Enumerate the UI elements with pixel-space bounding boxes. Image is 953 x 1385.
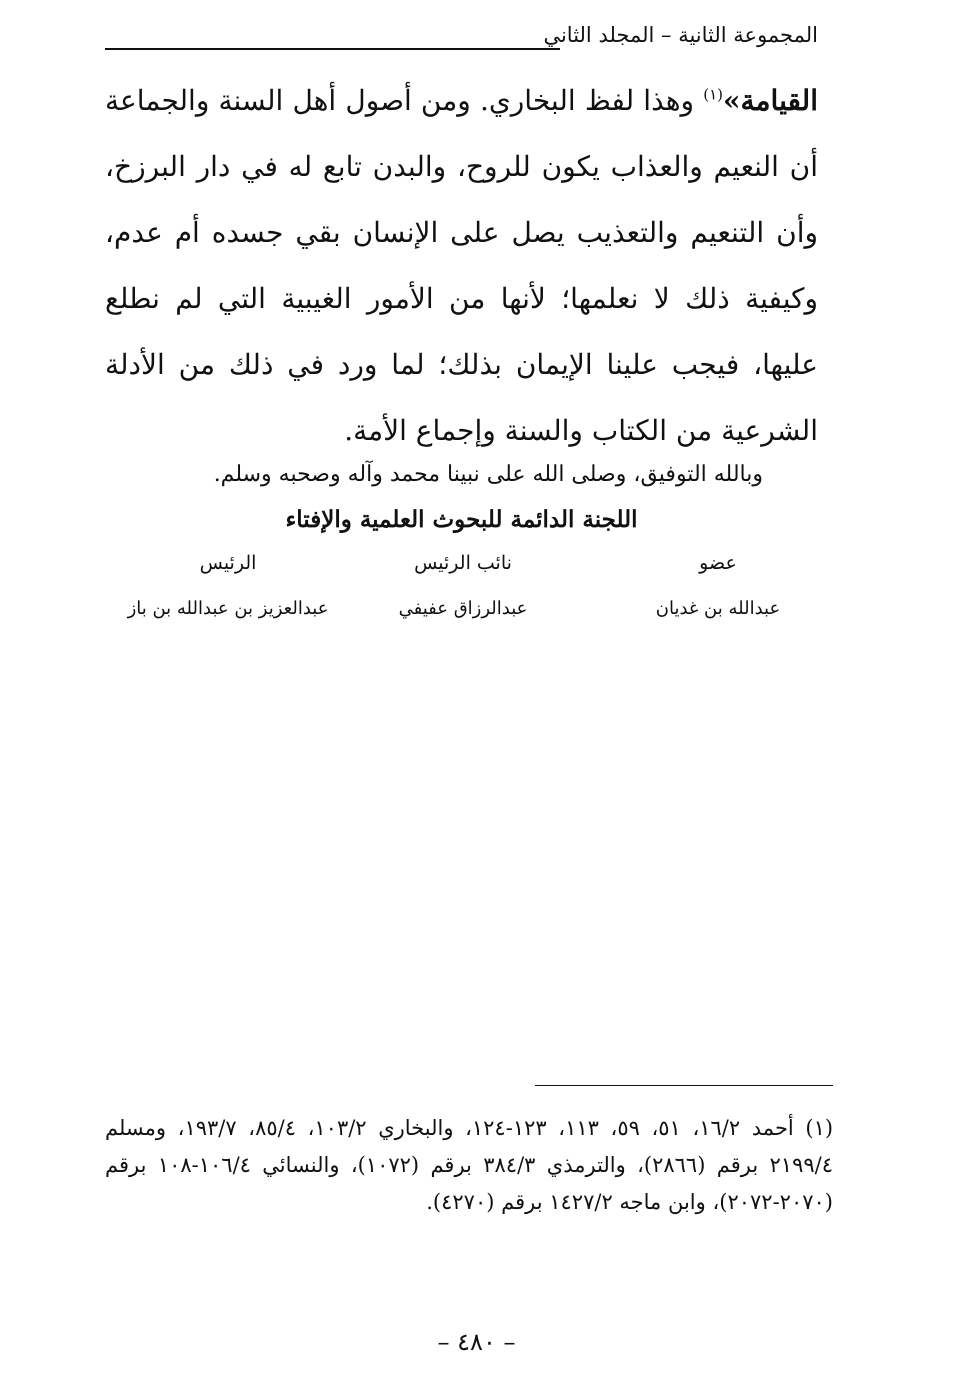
signature-deputy — [338, 548, 588, 624]
signature-role: نائب الرئيس — [414, 552, 512, 574]
signature-role: عضو — [699, 552, 737, 574]
header-rule — [105, 48, 560, 50]
signature-role: الرئيس — [199, 552, 257, 574]
main-text — [105, 68, 818, 464]
signature-name: عبدالرزاق عفيفي — [398, 598, 528, 619]
paragraph-text: وهذا لفظ البخاري. ومن أصول أهل السنة والجماعة أن النعيم والعذاب يكون للروح، والبدن تابع له في دار البرزخ، وأن التنعيم والتعذيب يصل على الإنسان بقي جسده أم عدم، وكيفية ذلك لا نعلمها؛ لأنها من الأمور الغيبية التي لم نطلع عليها، فيجب علينا الإيمان بذلك؛ لما ورد في ذلك من الأدلة الشرعية من الكتاب والسنة وإجماع الأمة. — [105, 84, 818, 447]
signature-member — [593, 548, 843, 624]
signatures-block — [127, 548, 783, 628]
signature-chair — [103, 548, 353, 624]
running-header: المجموعة الثانية – المجلد الثاني — [543, 23, 818, 47]
signature-name: عبدالعزيز بن عبدالله بن باز — [127, 598, 329, 619]
main-paragraph — [105, 68, 818, 464]
footnote-reference[interactable]: (١) — [703, 85, 724, 104]
lead-word: القيامة» — [723, 84, 818, 117]
footnote-text: (١) أحمد ١٦/٢، ٥١، ٥٩، ١١٣، ١٢٣-١٢٤، والبخاري ١٠٣/٢، ٨٥/٤، ١٩٣/٧، ومسلم ٢١٩٩/٤ برقم (٢٨٦٦)، والترمذي ٣٨٤/٣ برقم (١٠٧٢)، والنسائي ١٠٦/٤-١٠٨ برقم (٢٠٧٠-٢٠٧٢)، وابن ماجه ١٤٢٧/٢ برقم (٤٢٧٠). — [105, 1116, 834, 1214]
closing-line: وبالله التوفيق، وصلى الله على نبينا محمد وآله وصحبه وسلم. — [213, 462, 763, 487]
committee-name: اللجنة الدائمة للبحوث العلمية والإفتاء — [285, 506, 638, 533]
signature-name: عبدالله بن غديان — [655, 598, 781, 619]
footnote-rule — [535, 1085, 833, 1086]
page-number: – ٤٨٠ – — [437, 1328, 516, 1356]
